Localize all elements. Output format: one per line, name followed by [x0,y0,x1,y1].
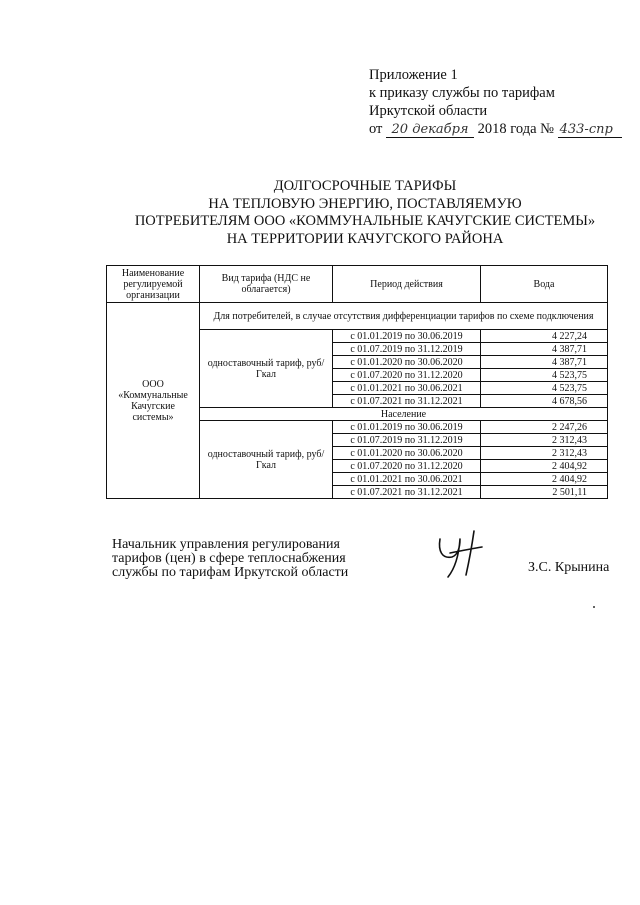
handwritten-signature [430,527,490,581]
header-period: Период действия [333,266,481,303]
appendix-line-2: к приказу службы по тарифам [369,85,555,101]
period-cell: с 01.01.2020 по 30.06.2020 [333,356,481,369]
period-cell: с 01.07.2021 по 31.12.2021 [333,395,481,408]
group-row [107,303,608,330]
tariff-table [106,265,608,499]
value-cell: 4 678,56 [481,395,608,408]
tariff-kind-cell: одноставочный тариф, руб/Гкал [200,330,333,408]
title-line-2: НА ТЕПЛОВУЮ ЭНЕРГИЮ, ПОСТАВЛЯЕМУЮ [208,195,522,212]
period-cell: с 01.07.2019 по 31.12.2019 [333,434,481,447]
title-line-4: НА ТЕРРИТОРИИ КАЧУГСКОГО РАЙОНА [226,230,504,247]
signatory-name: З.С. Крынина [528,560,610,575]
tariff-kind-cell: одноставочный тариф, руб/Гкал [200,421,333,499]
appendix-line-1: Приложение 1 [369,67,458,83]
value-cell: 4 387,71 [481,356,608,369]
period-cell: с 01.01.2020 по 30.06.2020 [333,447,481,460]
period-cell: с 01.07.2020 по 31.12.2020 [333,369,481,382]
group-label: Население [200,408,608,421]
value-cell: 2 312,43 [481,447,608,460]
header-organization: Наименование регулируемой организации [107,266,200,303]
organization-cell: ООО «Коммунальные Качугские системы» [107,303,200,499]
title-line-3: ПОТРЕБИТЕЛЯМ ООО «КОММУНАЛЬНЫЕ КАЧУГСКИЕ СИСТЕМЫ» [134,213,596,229]
value-cell: 2 501,11 [481,486,608,499]
period-cell: с 01.07.2021 по 31.12.2021 [333,486,481,499]
signatory-line-3: службы по тарифам Иркутской области [112,565,349,580]
value-cell: 2 312,43 [481,434,608,447]
scan-speck [593,606,595,608]
period-cell: с 01.01.2021 по 30.06.2021 [333,382,481,395]
appendix-line-3: Иркутской области [369,103,488,119]
header-tariff-kind: Вид тарифа (НДС не облагается) [200,266,333,303]
group-label: Для потребителей, в случае отсутствия дифференциации тарифов по схеме подключения [200,303,608,330]
handwritten-order-number: 433-спр [558,122,622,138]
period-cell: с 01.01.2021 по 30.06.2021 [333,473,481,486]
handwritten-date: 20 декабря [386,122,474,138]
value-cell: 4 227,24 [481,330,608,343]
period-cell: с 01.01.2019 по 30.06.2019 [333,330,481,343]
appendix-date-line [369,120,622,138]
value-cell: 4 523,75 [481,382,608,395]
document-title [100,178,630,248]
value-cell: 2 247,26 [481,421,608,434]
period-cell: с 01.07.2019 по 31.12.2019 [333,343,481,356]
table-header-row [107,266,608,303]
signatory-line-1: Начальник управления регулирования [112,537,340,552]
value-cell: 2 404,92 [481,460,608,473]
period-cell: с 01.01.2019 по 30.06.2019 [333,421,481,434]
appendix-block [369,66,622,138]
value-cell: 4 523,75 [481,369,608,382]
appendix-year-label: 2018 года № [477,121,554,137]
title-line-1: ДОЛГОСРОЧНЫЕ ТАРИФЫ [273,178,457,194]
header-water: Вода [481,266,608,303]
period-cell: с 01.07.2020 по 31.12.2020 [333,460,481,473]
signatory-title [112,538,348,580]
value-cell: 4 387,71 [481,343,608,356]
appendix-from-label: от [369,121,383,137]
value-cell: 2 404,92 [481,473,608,486]
signatory-line-2: тарифов (цен) в сфере теплоснабжения [112,551,346,566]
